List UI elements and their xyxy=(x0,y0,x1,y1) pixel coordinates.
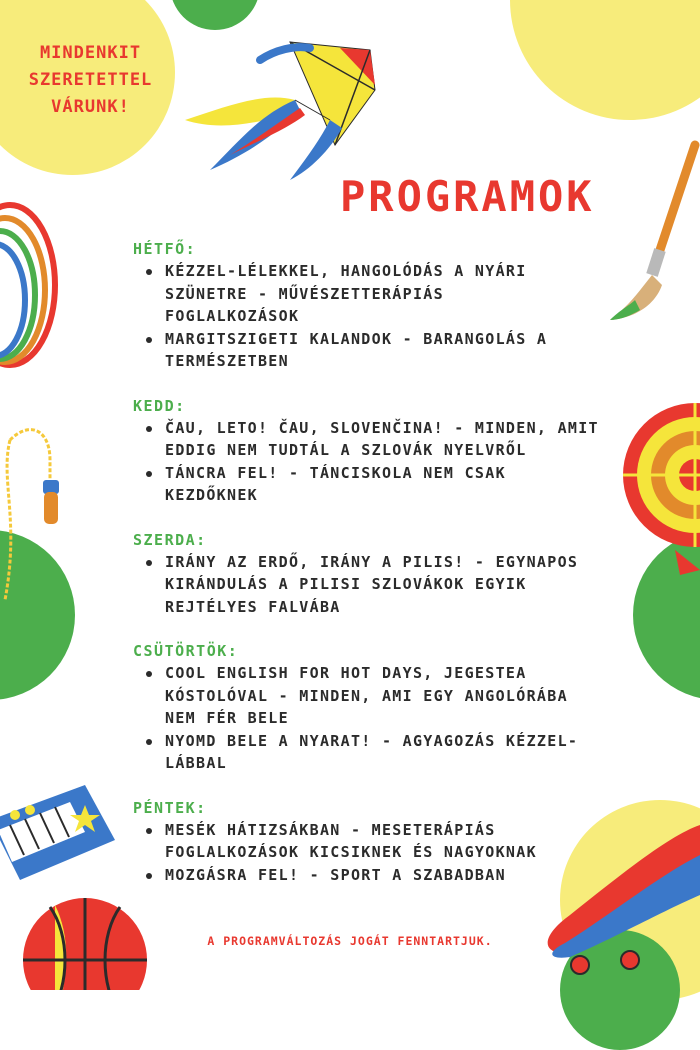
program-item: KÉZZEL-LÉLEKKEL, HANGOLÓDÁS A NYÁRI SZÜNETRE - MŰVÉSZETTERÁPIÁS FOGLALKOZÁSOK xyxy=(165,260,613,328)
day-name: HÉTFŐ: xyxy=(133,240,197,258)
program-item: MOZGÁSRA FEL! - SPORT A SZABADBAN xyxy=(165,864,613,887)
program-item: MESÉK HÁTIZSÁKBAN - MESETERÁPIÁS FOGLALKOZÁSOK KICSIKNEK ÉS NAGYOKNAK xyxy=(165,819,613,864)
welcome-text xyxy=(18,40,163,121)
toy-piano-icon xyxy=(0,780,120,890)
day-friday xyxy=(133,797,613,887)
dartboard-icon xyxy=(620,400,700,580)
day-monday xyxy=(133,238,613,373)
day-wednesday xyxy=(133,529,613,619)
kite-icon xyxy=(170,30,390,190)
jump-rope-icon xyxy=(0,420,80,620)
welcome-line-3: VÁRUNK! xyxy=(51,97,130,117)
paintbrush-icon xyxy=(600,140,700,330)
day-name: KEDD: xyxy=(133,396,186,415)
green-circle-top xyxy=(170,0,260,30)
day-name: CSÜTÖRTÖK: xyxy=(133,642,239,660)
program-item: IRÁNY AZ ERDŐ, IRÁNY A PILIS! - EGYNAPOS KIRÁNDULÁS A PILISI SZLOVÁKOK EGYIK REJTÉLYES FALVÁBA xyxy=(165,551,613,619)
footer-note: A PROGRAMVÁLTOZÁS JOGÁT FENNTARTJUK. xyxy=(207,934,493,948)
program-item: COOL ENGLISH FOR HOT DAYS, JEGESTEA KÓSTOLÓVAL - MINDEN, AMI EGY ANGOLÓRÁBA NEM FÉR BELE xyxy=(165,662,613,730)
welcome-line-1: MINDENKIT xyxy=(39,43,142,63)
program-item: TÁNCRA FEL! - TÁNCISKOLA NEM CSAK KEZDŐKNEK xyxy=(165,462,613,507)
yellow-circle-top-right xyxy=(510,0,700,120)
program-item: MARGITSZIGETI KALANDOK - BARANGOLÁS A TERMÉSZETBEN xyxy=(165,328,613,373)
welcome-line-2: SZERETETTEL xyxy=(28,70,153,90)
day-name: SZERDA: xyxy=(133,530,207,549)
day-tuesday xyxy=(133,395,613,507)
program-item: NYOMD BELE A NYARAT! - AGYAGOZÁS KÉZZEL- LÁBBAL xyxy=(165,730,613,775)
day-thursday xyxy=(133,640,613,775)
program-item: ČAU, LETO! ČAU, SLOVENČINA! - MINDEN, AMIT EDDIG NEM TUDTÁL A SZLOVÁK NYELVRŐL xyxy=(165,417,613,462)
schedule xyxy=(133,238,613,908)
page-title: PROGRAMOK xyxy=(340,172,595,221)
day-name: PÉNTEK: xyxy=(133,798,207,817)
hoops-icon xyxy=(0,190,70,390)
